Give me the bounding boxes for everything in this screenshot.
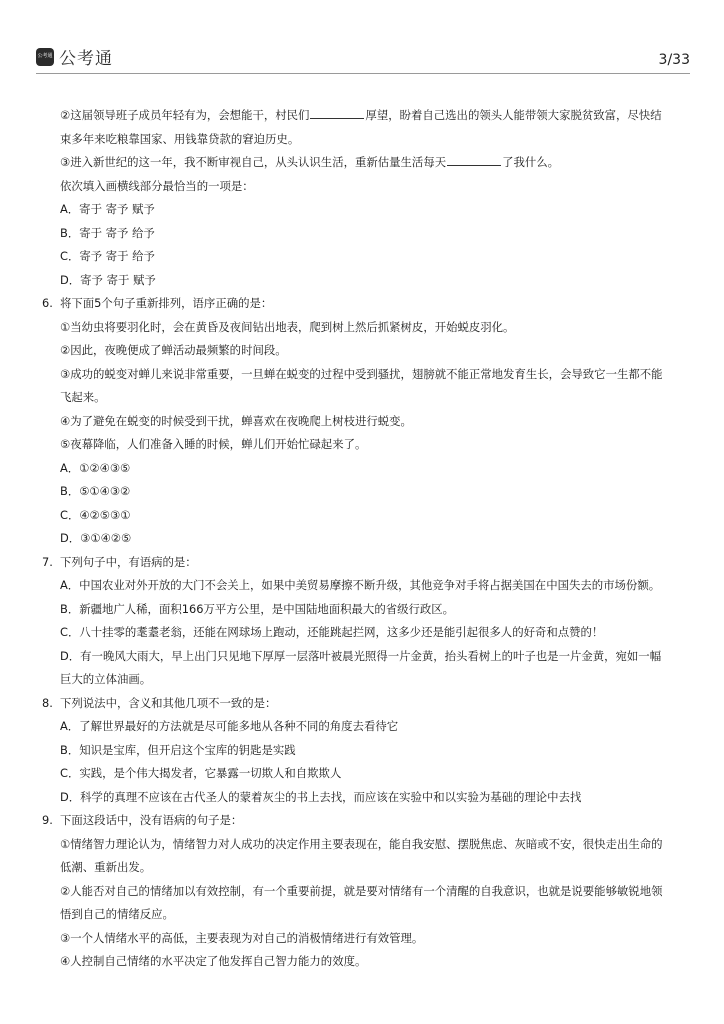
question-number: 8. (42, 695, 53, 710)
sentence: ①情绪智力理论认为，情绪智力对人成功的决定作用主要表现在，能自我安慰、摆脱焦虑、灰暗或不安，很快走出生命的 (60, 836, 663, 851)
question-number: 7. (42, 554, 53, 569)
option-b: B．知识是宝库，但开启这个宝库的钥匙是实践 (60, 742, 296, 757)
option-b: B．⑤①④③② (60, 484, 131, 498)
page-header (0, 0, 724, 74)
fill-blank (310, 106, 364, 119)
question-number: 9. (42, 813, 53, 827)
text-line (42, 151, 692, 175)
option-b: B．新疆地广人稀，面积166万平方公里，是中国陆地面积最大的省级行政区。 (60, 601, 455, 616)
option-a: A．了解世界最好的方法就是尽可能多地从各种不同的角度去看待它 (60, 719, 399, 733)
sentence: ⑤夜幕降临，人们准备入睡的时候，蝉儿们开始忙碌起来了。 (60, 437, 367, 451)
option-d: D．寄予 寄于 赋予 (60, 272, 156, 287)
option-a: A．中国农业对外开放的大门不会关上，如果中美贸易摩擦不断升级，其他竞争对手将占据美国在中国失去的市场份额。 (60, 578, 661, 592)
sentence: ①当幼虫将要羽化时，会在黄昏及夜间钻出地表，爬到树上然后抓紧树皮，开始蜕皮羽化。 (60, 319, 515, 334)
sentence: ④人控制自己情绪的水平决定了他发挥自己智力能力的效度。 (60, 954, 367, 968)
sentence-continued: 飞起来。 (60, 390, 106, 404)
option-d: D．科学的真理不应该在古代圣人的蒙着灰尘的书上去找，而应该在实验中和以实验为基础的理论中去找 (60, 789, 582, 804)
option-d: D．有一晚风大雨大，早上出门只见地下厚厚一层落叶被晨光照得一片金黄，抬头看树上的叶子也是一片金黄，宛如一幅 (60, 648, 662, 663)
document-body (42, 104, 692, 974)
question-number: 6. (42, 296, 53, 310)
sentence: ③成功的蜕变对蝉儿来说非常重要，一旦蝉在蜕变的过程中受到骚扰，翅膀就不能正常地发育生长，会导致它一生都不能 (60, 366, 663, 381)
sentence: ②人能否对自己的情绪加以有效控制，有一个重要前提，就是要对情绪有一个清醒的自我意识，也就是说要能够敏锐地领 (60, 883, 663, 898)
question-prompt: 依次填入画横线部分最恰当的一项是： (60, 178, 254, 193)
question-text: 下面这段话中，没有语病的句子是： (60, 813, 243, 827)
question-text: 将下面5个句子重新排列，语序正确的是： (60, 296, 273, 310)
question-text: 下列说法中，含义和其他几项不一致的是： (60, 695, 277, 710)
option-c: C．实践，是个伟大揭发者，它暴露一切欺人和自欺欺人 (60, 766, 342, 780)
sentence-continued: 低潮、重新出发。 (60, 860, 152, 874)
logo-text: 公考通 (59, 49, 113, 69)
logo-badge: 公考通 (36, 48, 54, 66)
option-a: A．①②④③⑤ (60, 460, 131, 475)
text-segment: ③进入新世纪的这一年，我不断审视自己，从头认识生活，重新估量生活每天 (60, 155, 447, 169)
text-segment: ②这届领导班子成员年轻有为，会想能干，村民们 (60, 108, 310, 122)
option-b: B．寄于 寄予 给予 (60, 225, 155, 240)
header-divider (36, 73, 690, 74)
sentence: ③一个人情绪水平的高低，主要表现为对自己的消极情绪进行有效管理。 (60, 930, 424, 945)
sentence: ②因此，夜晚便成了蝉活动最频繁的时间段。 (60, 343, 287, 357)
page-number: 3/33 (658, 52, 690, 68)
text-line: 束多年来吃粮靠国家、用钱靠贷款的窘迫历史。 (60, 131, 300, 146)
option-c: C．④②⑤③① (60, 507, 131, 522)
text-segment: 厚望，盼着自己选出的领头人能带领大家脱贫致富，尽快结 (365, 108, 662, 122)
text-line (42, 104, 692, 128)
question-7-title (42, 551, 692, 575)
logo (36, 44, 113, 69)
option-d: D．③①④②⑤ (60, 531, 132, 545)
option-d-continued: 巨大的立体油画。 (60, 672, 152, 686)
text-segment: 了我什么。 (502, 155, 560, 169)
fill-blank (447, 153, 501, 166)
option-c: C．寄予 寄于 给予 (60, 249, 155, 263)
option-a: A．寄于 寄予 赋予 (60, 202, 155, 216)
question-9-title (42, 809, 692, 833)
question-6-title (42, 292, 692, 316)
question-text: 下列句子中，有语病的是： (60, 554, 197, 569)
question-8-title (42, 692, 692, 716)
sentence: ④为了避免在蜕变的时候受到干扰，蝉喜欢在夜晚爬上树枝进行蜕变。 (60, 413, 412, 428)
option-c: C．八十挂零的耄耋老翁，还能在网球场上跑动，还能跳起拦网，这多少还是能引起很多人的好奇和点赞的！ (60, 625, 604, 639)
sentence-continued: 悟到自己的情绪反应。 (60, 907, 174, 921)
